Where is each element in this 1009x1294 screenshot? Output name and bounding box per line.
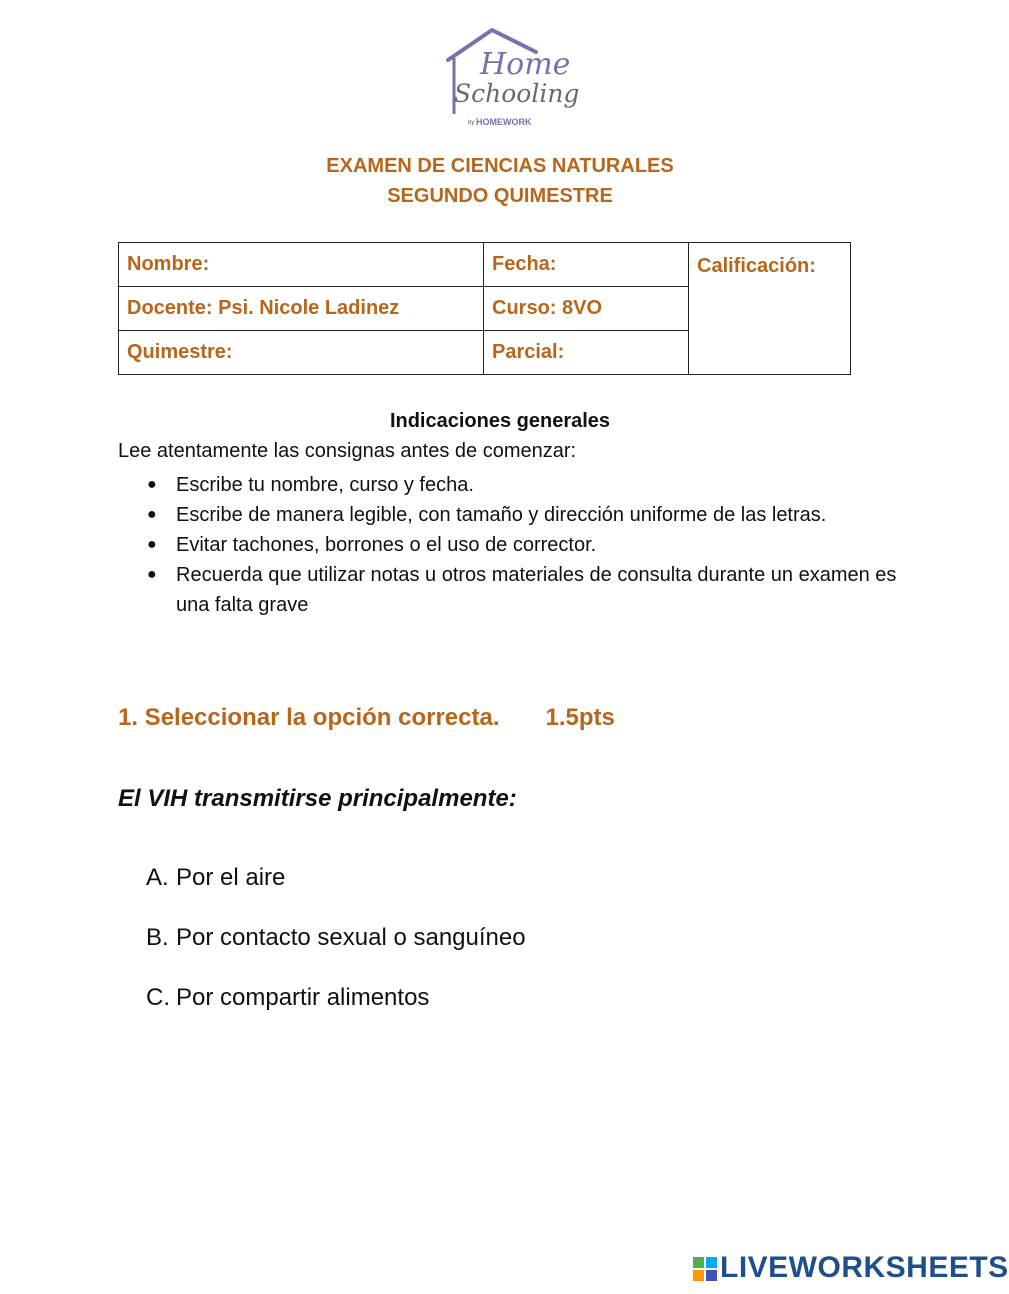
list-item: ● Recuerda que utilizar notas u otros materiales de consulta durante un examen es una falta grave: [118, 560, 898, 620]
logo-brand: HOMEWORK: [476, 117, 532, 127]
liveworksheets-icon: [693, 1257, 717, 1281]
course-cell: Curso: 8VO: [484, 287, 689, 331]
liveworksheets-brand[interactable]: LIVEWORKSHEETS: [720, 1251, 1009, 1284]
name-field[interactable]: Nombre:: [119, 243, 484, 287]
section-title: 1. Seleccionar la opción correcta.: [118, 704, 500, 731]
logo-byline: by: [468, 120, 475, 126]
grade-field[interactable]: Calificación:: [689, 243, 851, 375]
logo-word-schooling: Schooling: [454, 79, 580, 108]
logo-word-home: Home: [480, 47, 571, 82]
exam-title: EXAMEN DE CIENCIAS NATURALES: [326, 155, 674, 177]
bullet-icon: ●: [147, 566, 157, 583]
date-field[interactable]: Fecha:: [484, 243, 689, 287]
question-text: El VIH transmitirse principalmente:: [118, 785, 517, 812]
option-c[interactable]: [146, 984, 429, 1012]
indications-heading: Indicaciones generales: [389, 410, 611, 432]
student-info-table: [118, 242, 851, 375]
list-item: ● Evitar tachones, borrones o el uso de corrector.: [118, 530, 898, 560]
indications-intro: Lee atentamente las consignas antes de comenzar:: [118, 440, 577, 462]
option-letter: B.: [146, 924, 169, 951]
partial-field[interactable]: Parcial:: [484, 331, 689, 375]
option-letter: C.: [146, 984, 170, 1011]
exam-subtitle: SEGUNDO QUIMESTRE: [387, 185, 613, 207]
section-points: 1.5pts: [545, 704, 615, 731]
bullet-icon: ●: [147, 536, 157, 553]
home-schooling-logo: [440, 22, 580, 132]
option-a[interactable]: [146, 864, 285, 892]
quimestre-field[interactable]: Quimestre:: [119, 331, 484, 375]
option-letter: A.: [146, 864, 169, 891]
option-text: Por contacto sexual o sanguíneo: [176, 924, 526, 951]
indications-list: [118, 470, 898, 620]
option-text: Por el aire: [176, 864, 286, 891]
option-text: Por compartir alimentos: [176, 984, 430, 1011]
list-item: ● Escribe de manera legible, con tamaño y dirección uniforme de las letras.: [118, 500, 898, 530]
bullet-icon: ●: [147, 476, 157, 493]
bullet-icon: ●: [147, 506, 157, 523]
option-b[interactable]: [146, 924, 526, 952]
teacher-cell: Docente: Psi. Nicole Ladinez: [119, 287, 484, 331]
list-item: ● Escribe tu nombre, curso y fecha.: [118, 470, 898, 500]
section-heading: [118, 704, 615, 732]
